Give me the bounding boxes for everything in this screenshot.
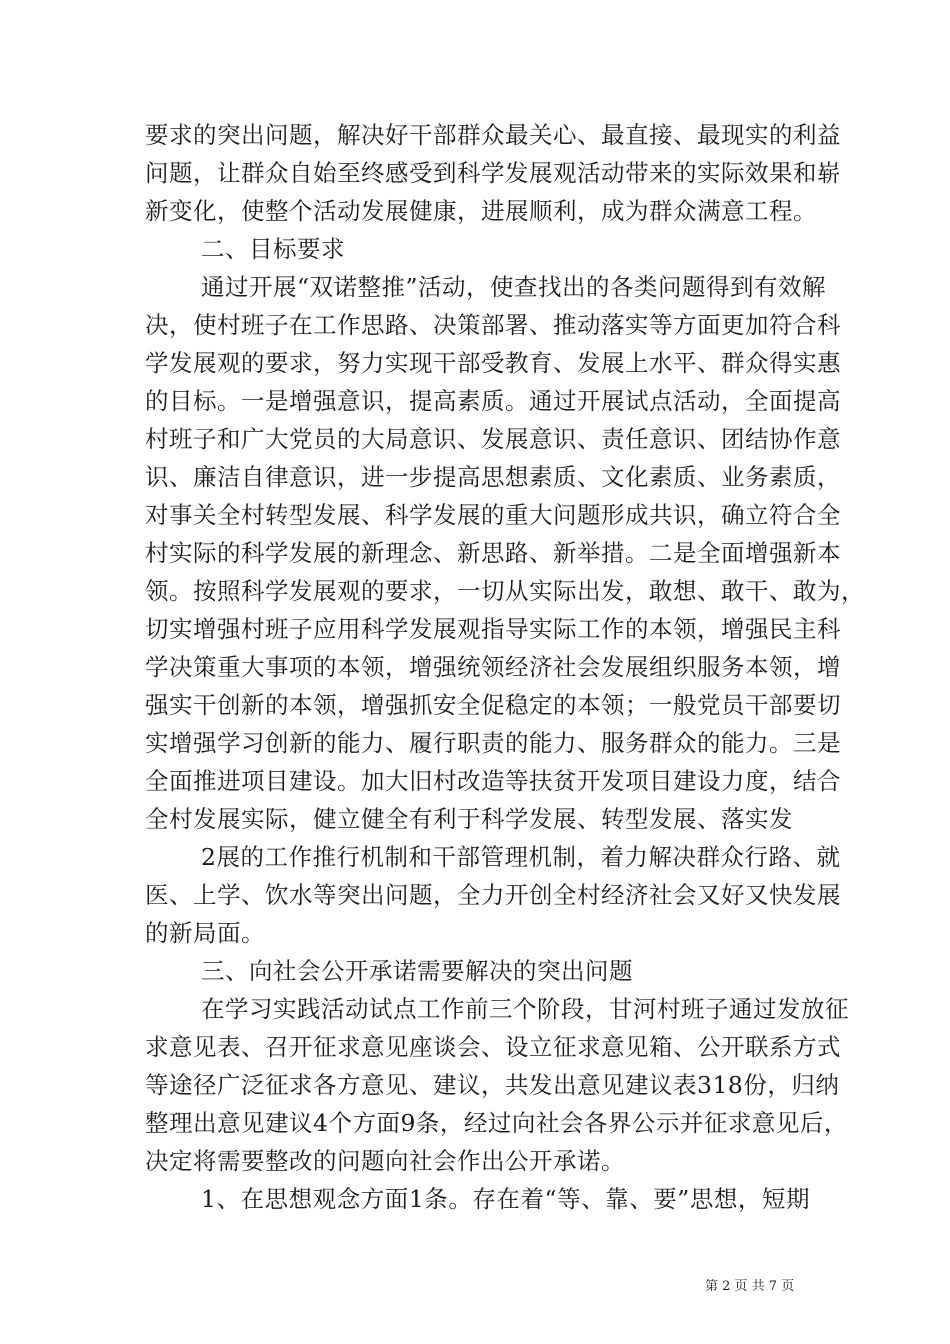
text-line: 村实际的科学发展的新理念、新思路、新举措。二是全面增强新本	[145, 539, 841, 567]
text-line: 强实干创新的本领，增强抓安全促稳定的本领；一般党员干部要切	[145, 691, 841, 719]
text-line: 切实增强村班子应用科学发展观指导实际工作的本领，增强民主科	[145, 615, 841, 643]
section-heading: 二、目标要求	[201, 235, 345, 263]
text-line: 要求的突出问题，解决好干部群众最关心、最直接、最现实的利益	[145, 121, 841, 149]
text-line: 决定将需要整改的问题向社会作出公开承诺。	[145, 1147, 625, 1175]
text-line: 村班子和广大党员的大局意识、发展意识、责任意识、团结协作意	[145, 425, 841, 453]
text-line: 2展的工作推行机制和干部管理机制，着力解决群众行路、就	[201, 843, 841, 871]
text-line: 通过开展“双诺整推”活动，使查找出的各类问题得到有效解	[201, 273, 827, 301]
page-number: 第 2 页 共 7 页	[705, 1279, 795, 1294]
text-line: 1、在思想观念方面1条。存在着“等、靠、要”思想，短期	[201, 1185, 810, 1213]
text-line: 在学习实践活动试点工作前三个阶段，甘河村班子通过发放征	[201, 995, 849, 1023]
text-line: 决，使村班子在工作思路、决策部署、推动落实等方面更加符合科	[145, 311, 841, 339]
text-line: 的新局面。	[145, 919, 265, 947]
text-line: 对事关全村转型发展、科学发展的重大问题形成共识，确立符合全	[145, 501, 841, 529]
text-line: 问题，让群众自始至终感受到科学发展观活动带来的实际效果和崭	[145, 159, 841, 187]
text-line: 等途径广泛征求各方意见、建议，共发出意见建议表318份，归纳	[145, 1071, 840, 1099]
text-line: 整理出意见建议4个方面9条，经过向社会各界公示并征求意见后，	[145, 1109, 848, 1137]
text-line: 识、廉洁自律意识，进一步提高思想素质、文化素质、业务素质，	[145, 463, 841, 491]
section-heading: 三、向社会公开承诺需要解决的突出问题	[201, 957, 633, 985]
text-line: 学决策重大事项的本领，增强统领经济社会发展组织服务本领，增	[145, 653, 841, 681]
text-line: 医、上学、饮水等突出问题，全力开创全村经济社会又好又快发展	[145, 881, 841, 909]
text-line: 求意见表、召开征求意见座谈会、设立征求意见箱、公开联系方式	[145, 1033, 841, 1061]
text-line: 领。按照科学发展观的要求，一切从实际出发，敢想、敢干、敢为，	[145, 577, 865, 605]
text-line: 学发展观的要求，努力实现干部受教育、发展上水平、群众得实惠	[145, 349, 841, 377]
text-line: 实增强学习创新的能力、履行职责的能力、服务群众的能力。三是	[145, 729, 841, 757]
text-line: 新变化，使整个活动发展健康，进展顺利，成为群众满意工程。	[145, 197, 817, 225]
text-line: 的目标。一是增强意识，提高素质。通过开展试点活动，全面提高	[145, 387, 841, 415]
text-line: 全面推进项目建设。加大旧村改造等扶贫开发项目建设力度，结合	[145, 767, 841, 795]
text-line: 全村发展实际，健立健全有利于科学发展、转型发展、落实发	[145, 805, 793, 833]
